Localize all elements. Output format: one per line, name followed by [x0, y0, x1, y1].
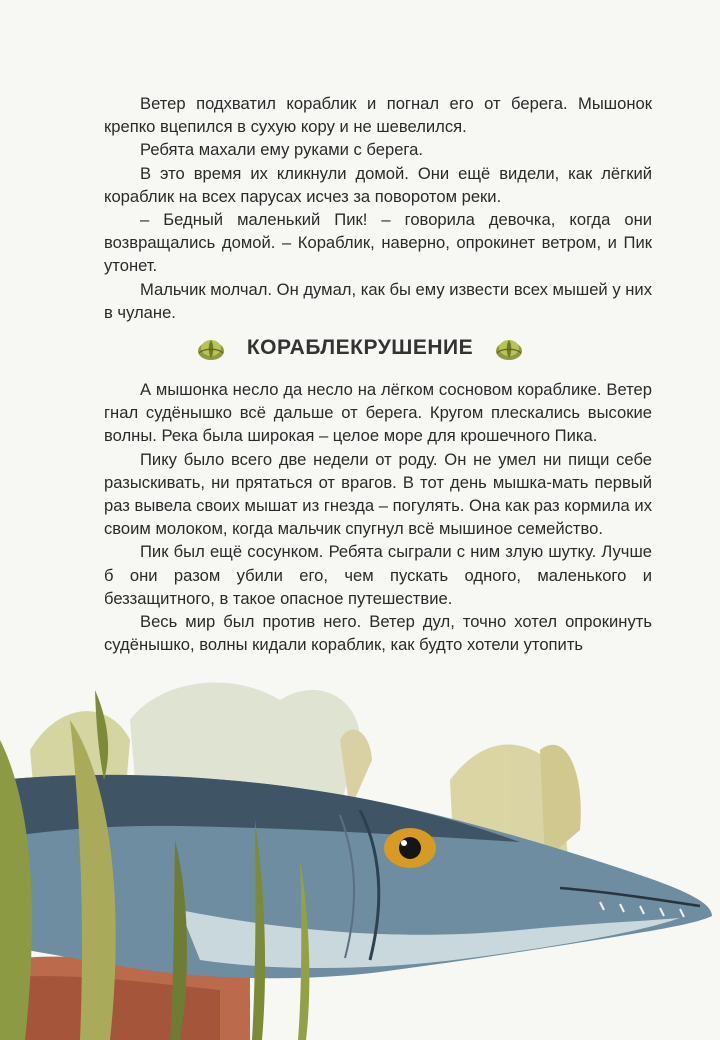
paragraph: Пику было всего две недели от роду. Он не умел ни пищи себе разыскивать, ни прятаться от врагов. В тот день мышка-мать первый раз вывела своих мышат из гнезда – погулять. Она как раз кормила их своим молоком, когда мальчик спугнул всё мышиное семейство.	[104, 449, 652, 539]
chapter-heading	[0, 328, 720, 368]
paragraph: Весь мир был против него. Ветер дул, точно хотел опрокинуть судёнышко, волны кидали кораблик, как будто хотели утопить	[104, 612, 652, 655]
paragraph: – Бедный маленький Пик! – говорила девочка, когда они возвращались домой. – Кораблик, наверно, опрокинет ветром, и Пик утонет.	[104, 210, 652, 276]
paragraph: В это время их кликнули домой. Они ещё видели, как лёгкий кораблик на всех парусах исчез за поворотом реки.	[104, 163, 652, 206]
section-text	[104, 92, 652, 324]
paragraph: А мышонка несло да несло на лёгком сосновом кораблике. Ветер гнал судёнышко всё дальше от берега. Кругом плескались высокие волны. Река была широкая – целое море для крошечного Пика.	[104, 380, 652, 446]
paragraph: Мальчик молчал. Он думал, как бы ему извести всех мышей у них в чулане.	[104, 279, 652, 322]
pike-illustration	[0, 660, 720, 1040]
paragraph: Ветер подхватил кораблик и погнал его от берега. Мышонок крепко вцепился в сухую кору и не шевелился.	[104, 94, 652, 137]
leaf-ornament-icon	[493, 333, 525, 363]
leaf-ornament-icon	[195, 333, 227, 363]
paragraph: Ребята махали ему руками с берега.	[140, 140, 423, 160]
chapter-text	[104, 378, 652, 656]
chapter-title: КОРАБЛЕКРУШЕНИЕ	[246, 336, 474, 359]
paragraph: Пик был ещё сосунком. Ребята сыграли с ним злую шутку. Лучше б они разом убили его, чем пускать одного, маленького и беззащитного, в такое опасное путешествие.	[104, 542, 652, 608]
